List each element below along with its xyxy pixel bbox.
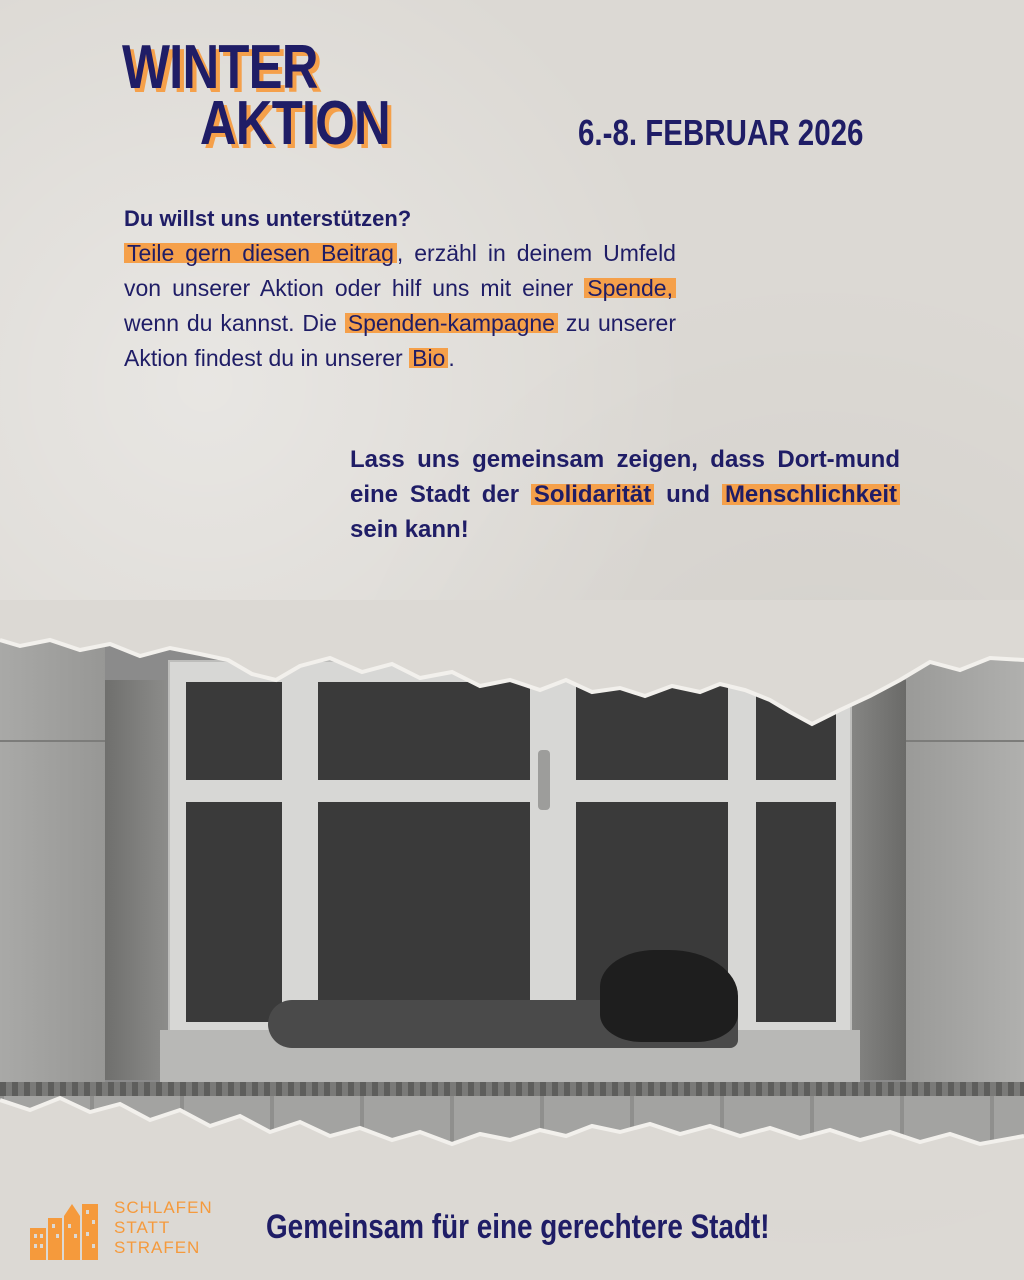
door-pane	[186, 802, 282, 1022]
door-jamb-right	[852, 680, 906, 1080]
solidarity-text-part: Lass uns gemeinsam zeigen, dass Dort-mund eine Stadt der	[350, 446, 900, 508]
door-pane	[318, 802, 530, 1022]
city-buildings-icon	[28, 1198, 108, 1262]
support-text-part: wenn du kannst. Die	[124, 310, 345, 336]
door-pane	[756, 802, 836, 1022]
torn-paper-edge-bottom	[0, 1070, 1024, 1210]
logo-line-3: STRAFEN	[114, 1238, 201, 1257]
highlight-share: Teile gern diesen Beitrag	[124, 240, 397, 266]
solidarity-text-part: und	[654, 481, 722, 508]
highlight-donation: Spende,	[584, 275, 676, 301]
logo-text	[114, 1198, 213, 1258]
logo-line-1: SCHLAFEN	[114, 1198, 213, 1217]
door-handle	[538, 750, 550, 810]
event-title	[122, 33, 390, 158]
highlight-humanity: Menschlichkeit	[722, 481, 900, 508]
highlight-solidarity: Solidarität	[531, 481, 654, 508]
highlight-bio: Bio	[409, 345, 448, 371]
support-text-part: , erzähl in deinem Umfeld von unserer Aktion oder hilf uns mit einer	[124, 240, 676, 301]
door-jamb-left	[105, 680, 167, 1080]
solidarity-text-part: sein kann!	[350, 516, 469, 543]
logo-line-2: STATT	[114, 1218, 171, 1237]
support-section	[124, 206, 676, 376]
tagline: Gemeinsam für eine gerechtere Stadt!	[266, 1208, 770, 1246]
support-text-part: .	[448, 345, 455, 371]
solidarity-text	[350, 442, 900, 547]
schlafen-statt-strafen-logo	[28, 1198, 233, 1262]
title-line-1: WINTER	[122, 33, 318, 102]
support-text	[124, 236, 676, 376]
title-line-2: AKTION	[199, 89, 390, 158]
garbage-bag	[600, 950, 738, 1042]
event-date: 6.-8. FEBRUAR 2026	[578, 112, 864, 153]
torn-paper-edge-top	[0, 600, 1024, 740]
support-heading: Du willst uns unterstützen?	[124, 206, 412, 231]
support-text-part: zu unserer Aktion findest du in unserer	[124, 310, 676, 371]
highlight-campaign: Spenden-kampagne	[345, 310, 558, 336]
